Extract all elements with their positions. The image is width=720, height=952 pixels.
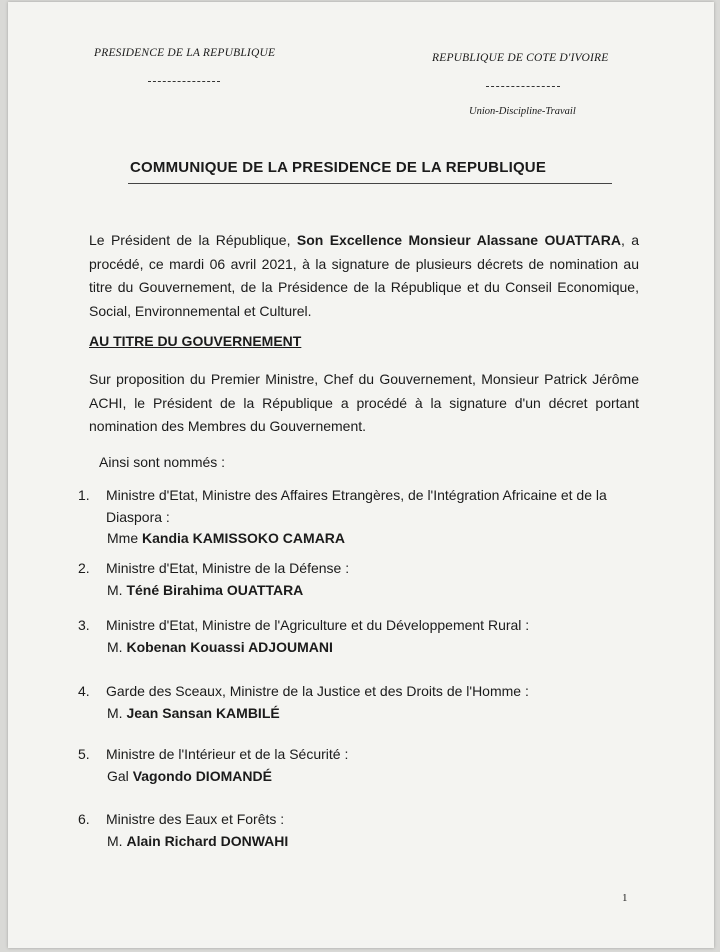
item-name: Jean Sansan KAMBILÉ [126,704,280,721]
item-appointee [106,703,651,725]
item-role: Garde des Sceaux, Ministre de la Justice et des Droits de l'Homme : [106,683,529,699]
intro-text-end: , a procédé, ce mardi 06 avril 2021, à la signature de plusieurs décrets de nomination au titre du Gouvernement, de la Présidence de la République et du Conseil Economique, Social, Environnemental et Culturel. [89,232,640,319]
header-right-dashes [486,86,560,87]
header-left-dashes [148,81,220,82]
item-name: Vagondo DIOMANDÉ [132,767,272,784]
item-title: Mme [107,530,139,546]
item-appointee [106,580,651,602]
title-underline [128,183,612,184]
section-title: AU TITRE DU GOUVERNEMENT [89,333,302,349]
item-title: M. [107,638,123,655]
item-appointee [106,831,651,853]
ainsi-sont-nommes: Ainsi sont nommés : [99,454,226,470]
section-paragraph: Sur proposition du Premier Ministre, Chef du Gouvernement, Monsieur Patrick Jérôme ACHI, le Président de la République a procédé à la signature d'un décret portant nomination des Membres du Gouvernement. [89,371,639,434]
item-number: 1. [78,487,90,503]
item-appointee [106,766,651,788]
item-role: Ministre d'Etat, Ministre de l'Agriculture et du Développement Rural : [106,617,530,633]
item-number: 4. [78,683,90,699]
document-page [8,2,714,948]
item-title: M. [107,832,123,849]
item-appointee [106,528,651,550]
intro-text-start: Le Président de la République, [89,232,297,248]
header-republique: REPUBLIQUE DE COTE D'IVOIRE [432,52,609,64]
communique-title: COMMUNIQUE DE LA PRESIDENCE DE LA REPUBLIQUE [130,159,547,176]
item-name: Kobenan Kouassi ADJOUMANI [126,638,333,655]
item-number: 6. [78,811,90,827]
page-number: 1 [622,892,628,904]
item-appointee [106,637,651,659]
item-number: 2. [78,560,90,576]
intro-paragraph [89,229,639,323]
item-name: Téné Birahima OUATTARA [126,581,304,598]
item-number: 3. [78,617,90,633]
item-role: Ministre de l'Intérieur et de la Sécurité : [106,746,349,762]
item-title: Gal [107,767,129,784]
intro-president-name: Son Excellence Monsieur Alassane OUATTARA [296,232,621,248]
item-title: M. [107,581,123,598]
item-name: Kandia KAMISSOKO CAMARA [142,530,346,546]
item-role: Ministre d'Etat, Ministre des Affaires Etrangères, de l'Intégration Africaine et de la Diaspora : [106,487,607,525]
national-motto: Union-Discipline-Travail [469,106,576,117]
item-role: Ministre des Eaux et Forêts : [106,811,285,827]
header-presidence: PRESIDENCE DE LA REPUBLIQUE [94,47,276,59]
item-title: M. [107,704,123,721]
item-number: 5. [78,746,90,762]
item-role: Ministre d'Etat, Ministre de la Défense : [106,560,350,576]
item-name: Alain Richard DONWAHI [126,832,289,849]
